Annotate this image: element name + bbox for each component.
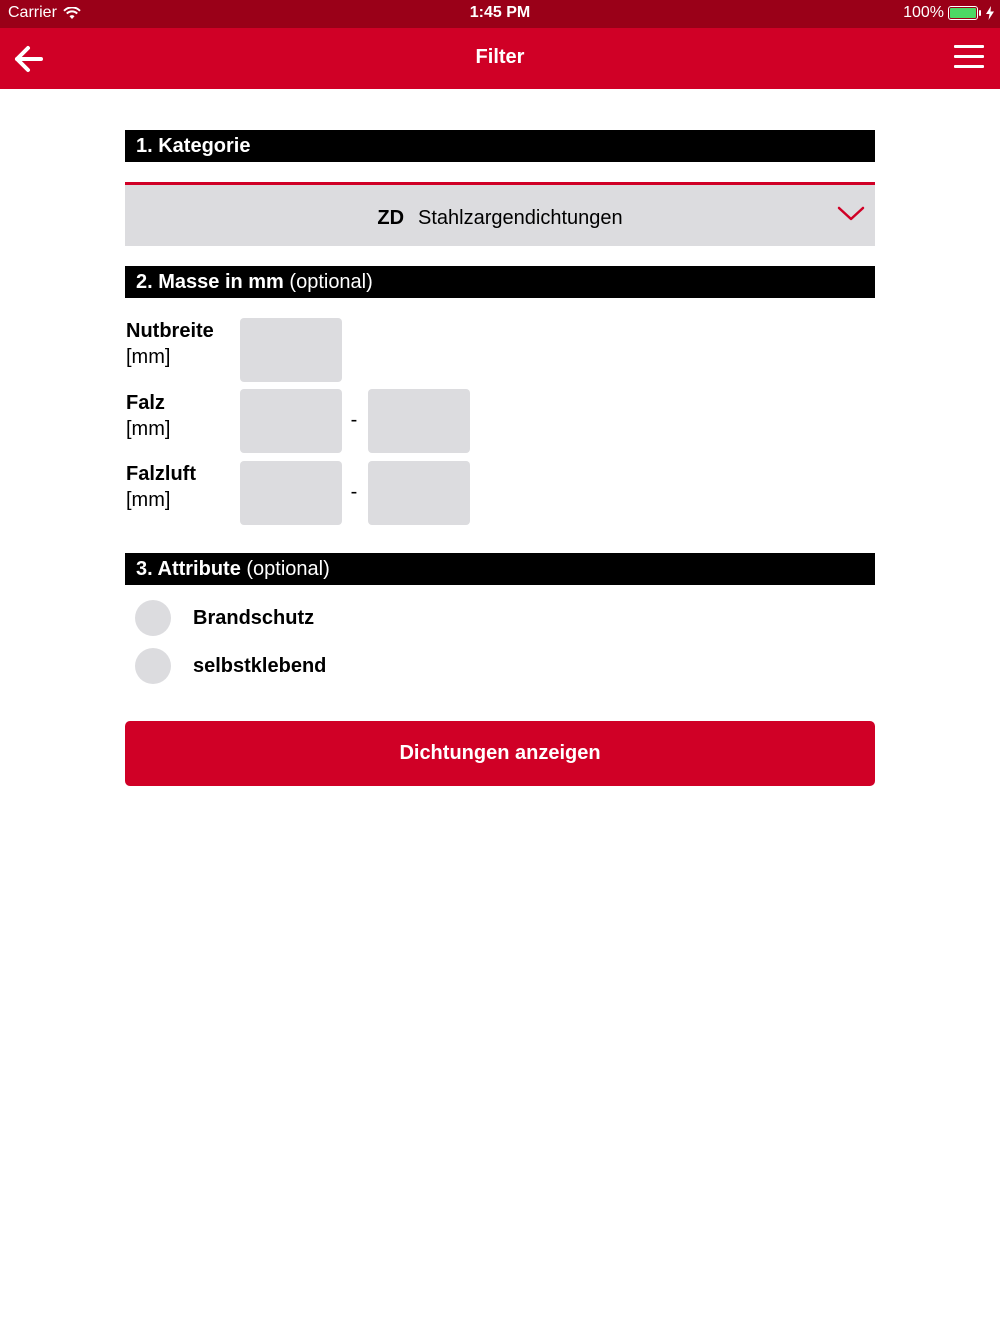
field-name: Falzluft — [126, 463, 196, 485]
section-header-attribute — [125, 553, 875, 585]
carrier-label: Carrier — [8, 4, 57, 21]
nutbreite-input[interactable] — [240, 318, 342, 382]
range-separator: - — [350, 409, 358, 431]
section-header-masse — [125, 266, 875, 298]
radio-button[interactable] — [135, 648, 171, 684]
field-unit: [mm] — [126, 418, 171, 440]
section-optional-hint: (optional) — [289, 271, 373, 293]
status-bar — [0, 0, 1000, 28]
battery-icon — [948, 6, 978, 20]
chevron-down-icon — [837, 205, 865, 223]
range-separator: - — [350, 481, 358, 503]
section-header-kategorie — [125, 130, 875, 162]
battery-percent: 100% — [903, 4, 944, 21]
nutbreite-label — [126, 318, 214, 370]
section-title: 3. Attribute — [136, 558, 241, 580]
attribute-label: Brandschutz — [193, 606, 315, 629]
page-title: Filter — [475, 46, 525, 68]
hamburger-menu-icon[interactable] — [954, 44, 984, 70]
falzluft-from-input[interactable] — [240, 461, 342, 525]
section-optional-hint: (optional) — [246, 558, 330, 580]
kategorie-code: ZD — [377, 207, 405, 229]
attribute-option-brandschutz[interactable] — [135, 600, 314, 636]
kategorie-label: Stahlzargendichtungen — [418, 207, 623, 229]
battery-status — [903, 4, 994, 22]
clock: 1:45 PM — [469, 4, 531, 21]
radio-button[interactable] — [135, 600, 171, 636]
falz-from-input[interactable] — [240, 389, 342, 453]
kategorie-select[interactable] — [125, 182, 875, 246]
field-unit: [mm] — [126, 489, 171, 511]
falz-to-input[interactable] — [368, 389, 470, 453]
attribute-label: selbstklebend — [193, 654, 327, 677]
falzluft-label — [126, 461, 196, 513]
falz-label — [126, 390, 170, 442]
section-title: 1. Kategorie — [136, 135, 251, 157]
falzluft-to-input[interactable] — [368, 461, 470, 525]
field-unit: [mm] — [126, 346, 171, 368]
nav-bar — [0, 28, 1000, 89]
charging-bolt-icon — [986, 6, 994, 20]
field-name: Nutbreite — [126, 320, 214, 342]
kategorie-selected-value — [125, 207, 875, 230]
field-name: Falz — [126, 392, 165, 414]
show-seals-button[interactable]: Dichtungen anzeigen — [125, 721, 875, 786]
attribute-option-selbstklebend[interactable] — [135, 648, 326, 684]
section-title: 2. Masse in mm — [136, 271, 284, 293]
